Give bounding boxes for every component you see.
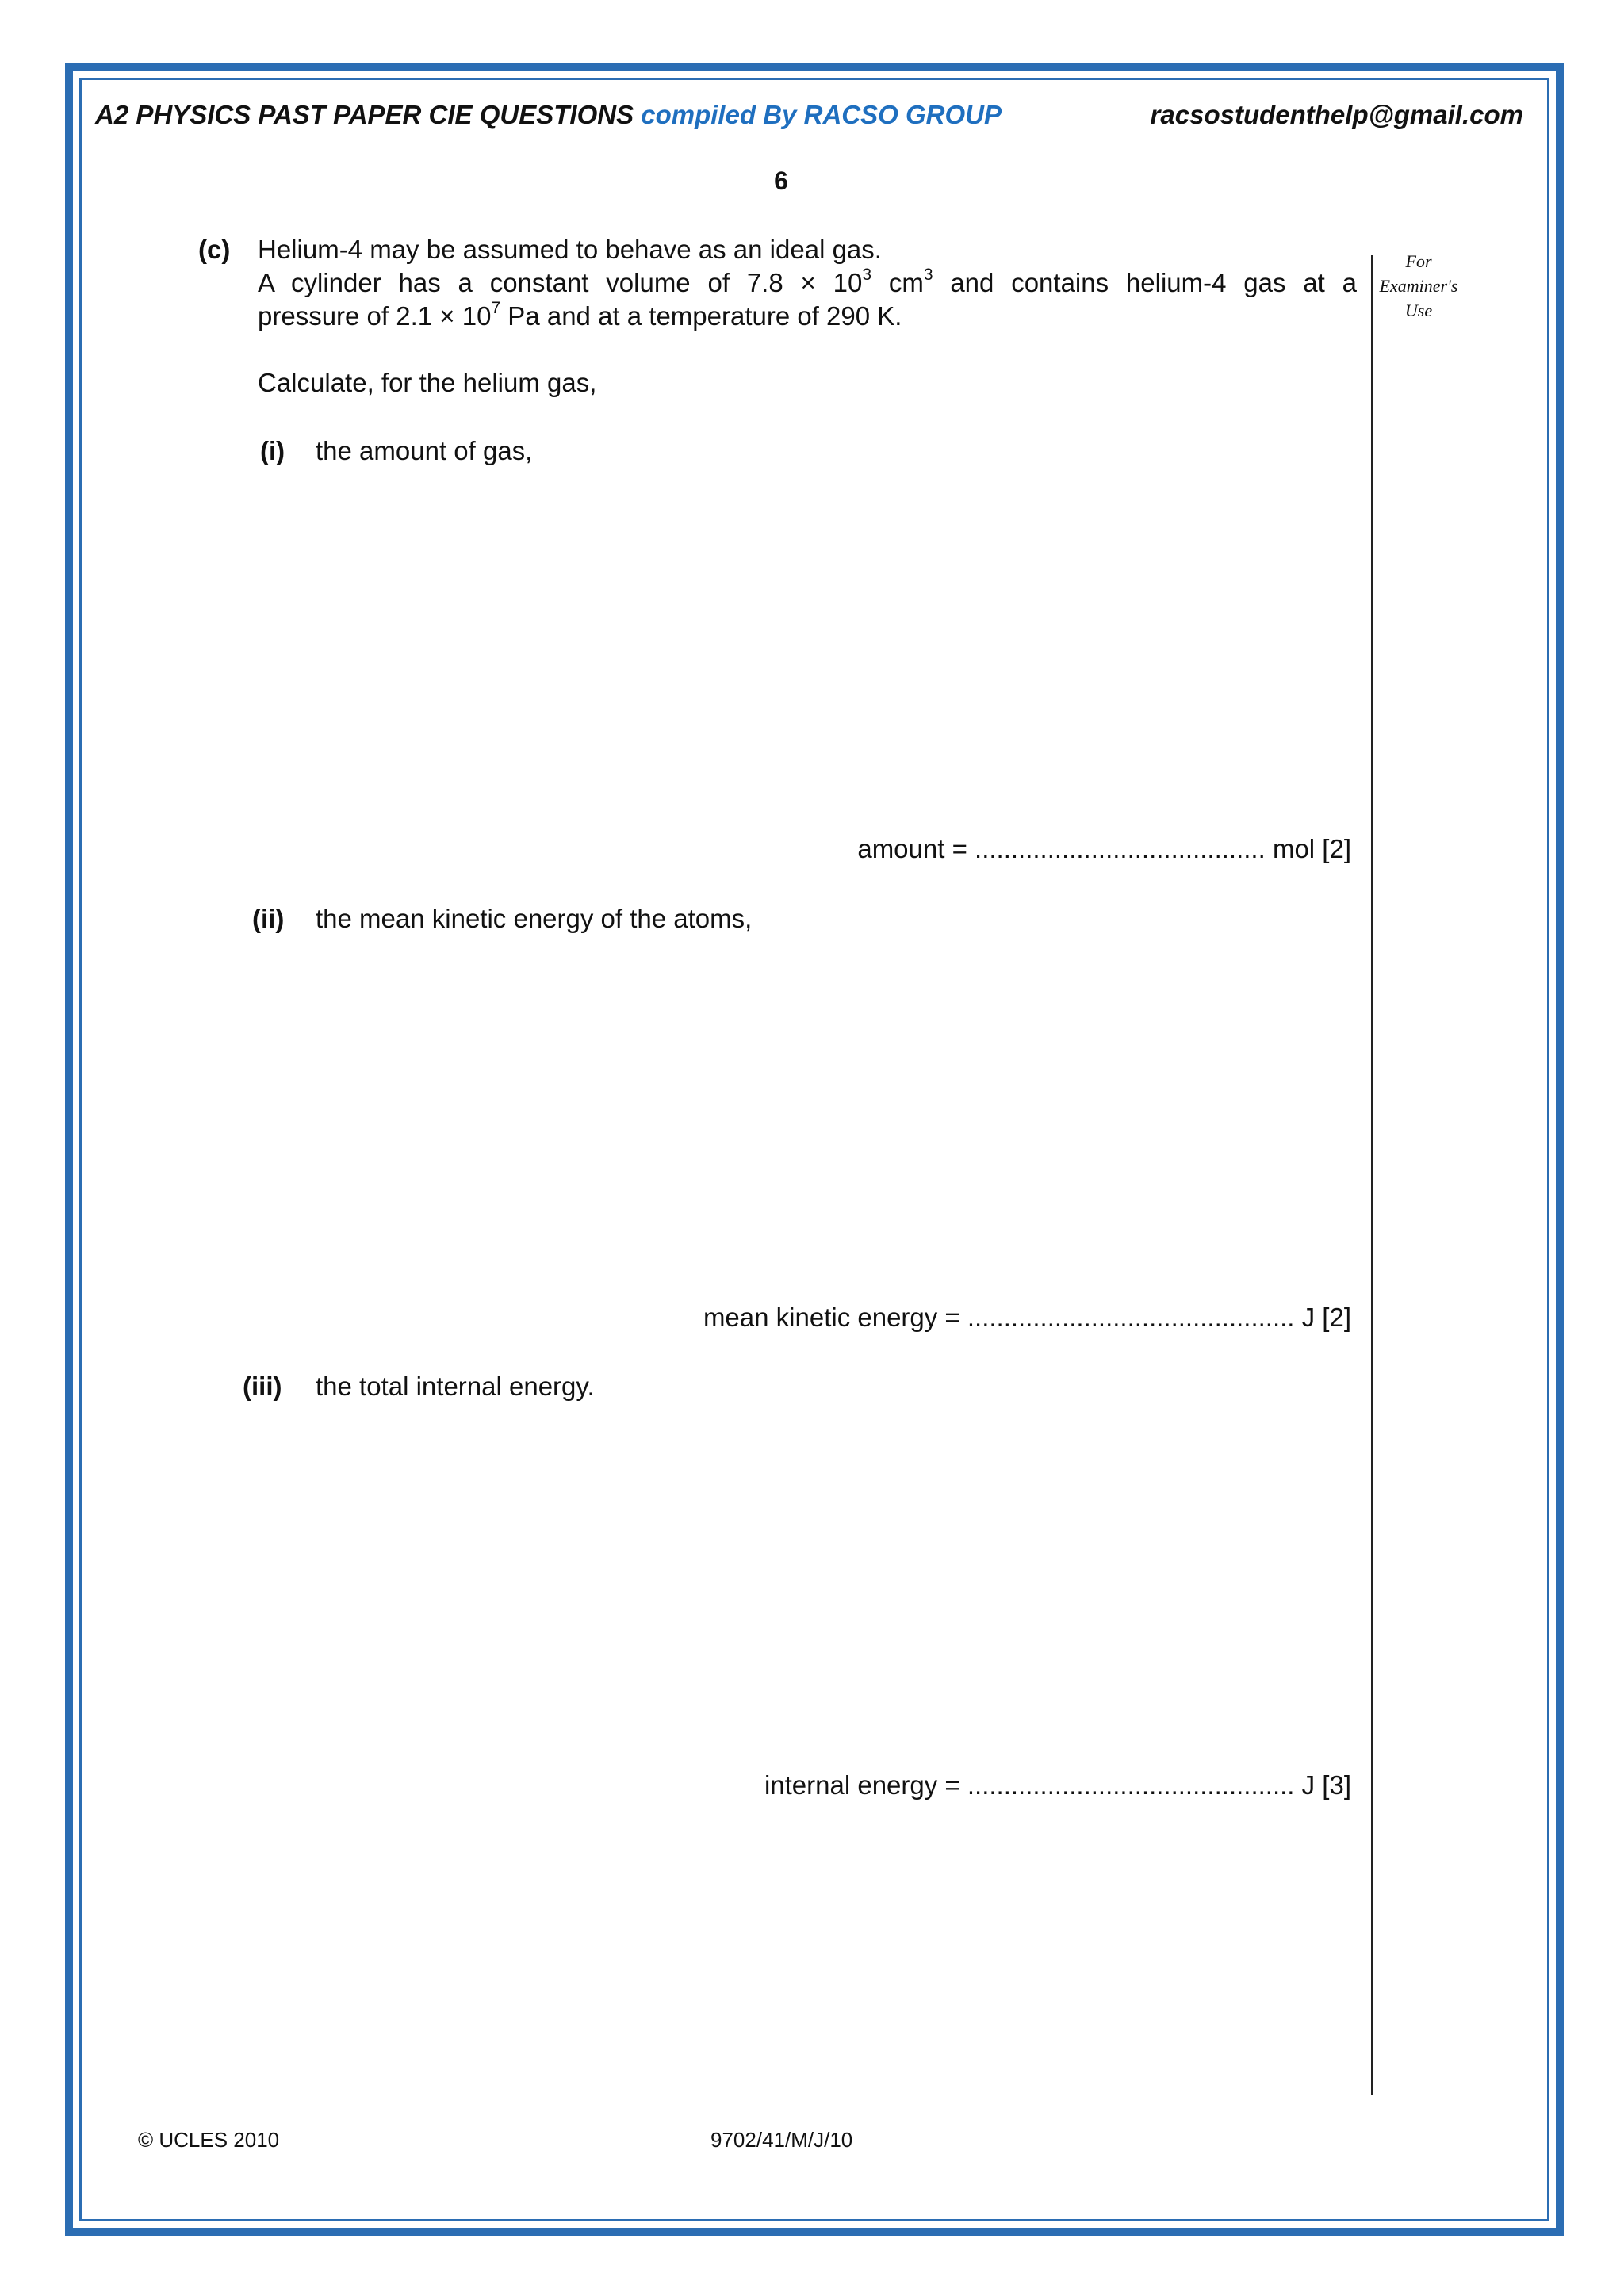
header-title-compiled: compiled By RACSO GROUP bbox=[641, 100, 1002, 129]
question-label: (c) bbox=[198, 235, 231, 264]
part-text: the mean kinetic energy of the atoms, bbox=[316, 904, 753, 933]
answer-unit-mark: J [3] bbox=[1301, 1770, 1351, 1800]
page-header bbox=[95, 100, 1522, 140]
question-intro: Helium-4 may be assumed to behave as an ideal gas. bbox=[258, 235, 882, 264]
superscript: 3 bbox=[923, 266, 933, 284]
footer-paper-code: 9702/41/M/J/10 bbox=[710, 2128, 853, 2152]
text-segment: A cylinder has a constant volume of 7.8 × 10 bbox=[258, 268, 863, 297]
superscript: 7 bbox=[491, 299, 501, 317]
part-text: the amount of gas, bbox=[316, 436, 533, 465]
examiner-use-label bbox=[1377, 249, 1461, 323]
header-title-main: A2 PHYSICS PAST PAPER CIE QUESTIONS bbox=[95, 100, 634, 129]
page-number: 6 bbox=[774, 166, 788, 195]
answer-line-amount bbox=[857, 834, 1351, 864]
question-volume-line bbox=[258, 266, 1357, 300]
answer-line-mean-kinetic-energy bbox=[703, 1303, 1351, 1333]
answer-label: amount = bbox=[857, 834, 967, 863]
text-segment: Pa and at a temperature of 290 K. bbox=[500, 301, 902, 331]
examiner-label-line: Examiner's bbox=[1379, 276, 1458, 296]
part-label: (iii) bbox=[243, 1372, 282, 1401]
answer-unit-mark: J [2] bbox=[1301, 1303, 1351, 1332]
text-segment: and contains helium-4 gas at a bbox=[933, 268, 1357, 297]
answer-line-internal-energy bbox=[764, 1770, 1351, 1800]
header-email: racsostudenthelp@gmail.com bbox=[1150, 100, 1523, 129]
answer-unit-mark: mol [2] bbox=[1272, 834, 1351, 863]
header-title bbox=[95, 100, 1002, 130]
question-prompt: Calculate, for the helium gas, bbox=[258, 368, 597, 397]
examiner-label-line: Use bbox=[1404, 300, 1433, 320]
examiner-label-line: For bbox=[1405, 251, 1432, 271]
part-text: the total internal energy. bbox=[316, 1372, 595, 1401]
answer-label: internal energy = bbox=[764, 1770, 960, 1800]
text-segment: pressure of 2.1 × 10 bbox=[258, 301, 492, 331]
answer-label: mean kinetic energy = bbox=[703, 1303, 960, 1332]
footer-copyright: © UCLES 2010 bbox=[138, 2128, 280, 2152]
part-label: (ii) bbox=[252, 904, 285, 933]
answer-blank[interactable]: ........................................ bbox=[975, 834, 1266, 863]
text-segment: cm bbox=[871, 268, 924, 297]
question-pressure-line bbox=[258, 300, 902, 333]
part-label: (i) bbox=[260, 436, 285, 465]
answer-blank[interactable]: ............................................. bbox=[967, 1770, 1295, 1800]
examiner-margin-line bbox=[1371, 255, 1373, 2095]
superscript: 3 bbox=[862, 266, 871, 284]
answer-blank[interactable]: ............................................. bbox=[967, 1303, 1295, 1332]
